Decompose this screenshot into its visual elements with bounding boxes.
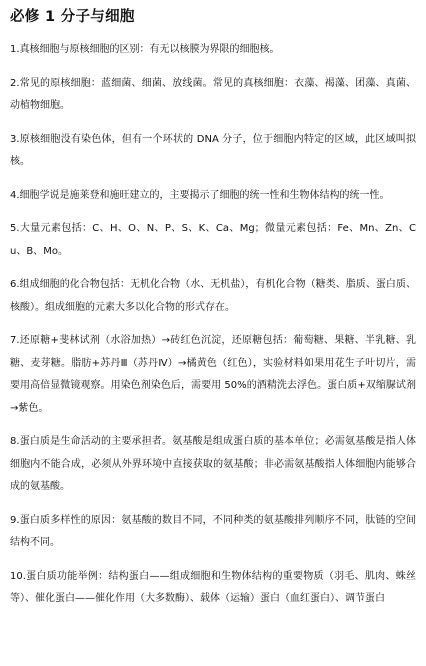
paragraph-1: 1.真核细胞与原核细胞的区别：有无以核膜为界限的细胞核。 (10, 44, 280, 55)
paragraph-4: 4.细胞学说是施莱登和施旺建立的，主要揭示了细胞的统一性和生物体结构的统一性。 (10, 189, 390, 201)
paragraph-3: 3.原核细胞没有染色体，但有一个环状的 DNA 分子，位于细胞内特定的区域，此区域叫拟核。 (10, 133, 416, 167)
paragraph-8: 8.蛋白质是生命活动的主要承担者。氨基酸是组成蛋白质的基本单位；必需氨基酸是指人体细胞内不能合成，必须从外界环境中直接获取的氨基酸；非必需氨基酸指人体细胞内能够合成的氨基酸。 (10, 436, 416, 492)
paragraph-6: 6.组成细胞的化合物包括：无机化合物（水、无机盐），有机化合物（糖类、脂质、蛋白质、核酸）。组成细胞的元素大多以化合物的形式存在。 (10, 279, 416, 313)
paragraph-2: 2.常见的原核细胞：蓝细菌、细菌、放线菌。常见的真核细胞：衣藻、褐藻、团藻、真菌、动植物细胞。 (10, 77, 416, 111)
paragraph-9: 9.蛋白质多样性的原因：氨基酸的数目不同，不同种类的氨基酸排列顺序不同，肽链的空间结构不同。 (10, 514, 416, 548)
document-title: 必修 1 分子与细胞 (10, 9, 135, 25)
paragraph-7: 7.还原糖+斐林试剂（水浴加热）→砖红色沉淀，还原糖包括：葡萄糖、果糖、半乳糖、乳糖、麦芽糖。脂肪+苏丹Ⅲ（苏丹Ⅳ）→橘黄色（红色），实验材料如果用花生子叶切片，需要用高倍显微镜观察。用染色剂染色后，需要用 50%的酒精洗去浮色。蛋白质+双缩脲试剂→紫色。 (10, 335, 416, 414)
paragraph-5: 5.大量元素包括：C、H、O、N、P、S、K、Ca、Mg；微量元素包括：Fe、Mn、Zn、Cu、B、Mo。 (10, 223, 416, 257)
paragraph-10: 10.蛋白质功能举例：结构蛋白——组成细胞和生物体结构的重要物质（羽毛、肌肉、蛛丝等）、催化蛋白——催化作用（大多数酶）、载体（运输）蛋白（血红蛋白）、调节蛋白 (10, 570, 416, 604)
